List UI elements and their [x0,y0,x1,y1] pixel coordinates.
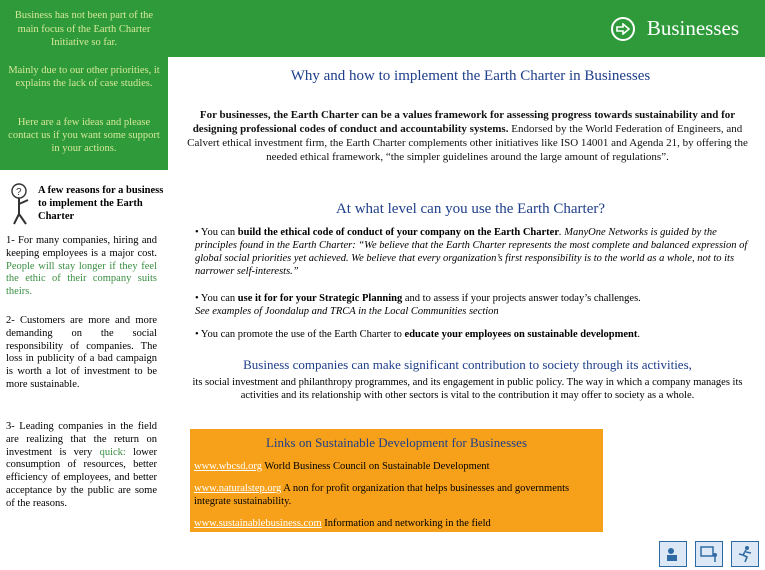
level-bullet-code [195,226,755,278]
links-box [190,429,603,532]
reason-text: 3- Leading companies in the field are realizing that the return on investment is very [6,421,157,458]
link-wbcsd[interactable]: www.wbcsd.org [194,461,262,472]
arrow-right-icon [611,17,635,41]
intro-bold: For businesses, the Earth Charter can be a values framework for assessing progress towards sustainability and for designing professional codes of conduct and accountability systems. [192,109,736,135]
intro-paragraph [185,108,750,164]
reason-customers: 2- Customers are more and more demanding on the social responsibility of companies. The loss in publicity of a bad campaign is worth a lot of investment to be more sustainable. [6,315,157,390]
contribution-body: its social investment and philanthropy programmes, and its engagement in public policy. The way in which a company manages its activities and its relationship with other sectors is vital to the contribution it may offer to society as a whole. [192,377,743,401]
bullet-italic: . ManyOne Networks is guided by the principles found in the Earth Charter: “We believe that the Earth Charter represents the most complete and balanced expression of global social priorities yet achieved. We believe that every organization’s first responsibility is to the world as a whole, not to its narrower self-interests.” [195,227,748,277]
thinking-person-icon [6,178,36,231]
bullet-text: • You can promote the use of the Earth Charter to [195,329,402,340]
sidebar-note-priorities: Mainly due to our other priorities, it explains the lack of case studies. [8,65,160,89]
runner-icon-button[interactable] [731,541,759,567]
intro-note: Business has not been part of the main focus of the Earth Charter Initiative so far. [14,10,154,48]
bottom-nav-icons [659,541,759,567]
level-bullet-strategy [195,292,755,318]
bullet-italic: See examples of Joondalup and TRCA in the Local Communities section [195,306,499,317]
presenter-icon-button[interactable] [695,541,723,567]
reader-icon-button[interactable] [659,541,687,567]
links-title: Links on Sustainable Development for Businesses [265,435,528,450]
intro-rest: Endorsed by the World Federation of Engineers, and Calvert ethical investment firm, the Earth Charter complements other initiatives like ISO 14001 and Agenda 21, by offering the needed ethical framework, “the simpler guidelines around the large amount of regulations”. [187,123,748,163]
reason-highlight: People will stay longer if they feel the ethic of their company suits theirs. [6,260,157,298]
link-row [194,482,599,508]
link-desc: A non for profit organization that helps businesses and governments integrate sustainability. [194,483,570,507]
levels-title: At what level can you use the Earth Charter? [335,201,606,217]
reason-text: 1- For many companies, hiring and keeping employees is a major cost. [6,235,157,259]
svg-text:?: ? [16,187,22,198]
link-desc: World Business Council on Sustainable Development [264,461,490,472]
businesses-nav-button[interactable] [611,16,739,41]
bullet-bold: use it for for your Strategic Planning [237,293,403,304]
brand-label: Businesses [646,16,739,40]
reason-roi [6,421,157,511]
bullet-bold: educate your employees on sustainable development [404,329,638,340]
level-bullet-educate [195,328,755,341]
reasons-title: A few reasons for a business to implement the Earth Charter [38,185,164,222]
link-sustainablebusiness[interactable]: www.sustainablebusiness.com [194,518,322,529]
sidebar-note-contact: Here are a few ideas and please contact us if you want some support in your actions. [8,117,160,154]
bullet-text: • You can [195,227,236,238]
bullet-text: • You can [195,293,236,304]
bullet-bold: build the ethical code of conduct of your company on the Earth Charter [237,227,559,238]
reason-highlight: quick: [99,446,126,458]
link-row [194,460,599,473]
reason-text: lower consumption of resources, better efficiency of employees, and better acceptance by the public are some of the reasons. [6,446,158,509]
page-title: Why and how to implement the Earth Charter in Businesses [290,68,651,84]
bullet-text: and to assess if your projects answer today’s challenges. [404,293,641,304]
link-row [194,517,599,530]
link-desc: Information and networking in the field [324,518,491,529]
bullet-text: . [637,329,641,340]
contribution-heading: Business companies can make significant contribution to society through its activities, [243,357,692,372]
link-naturalstep[interactable]: www.naturalstep.org [194,483,282,494]
reason-hiring [6,235,157,299]
